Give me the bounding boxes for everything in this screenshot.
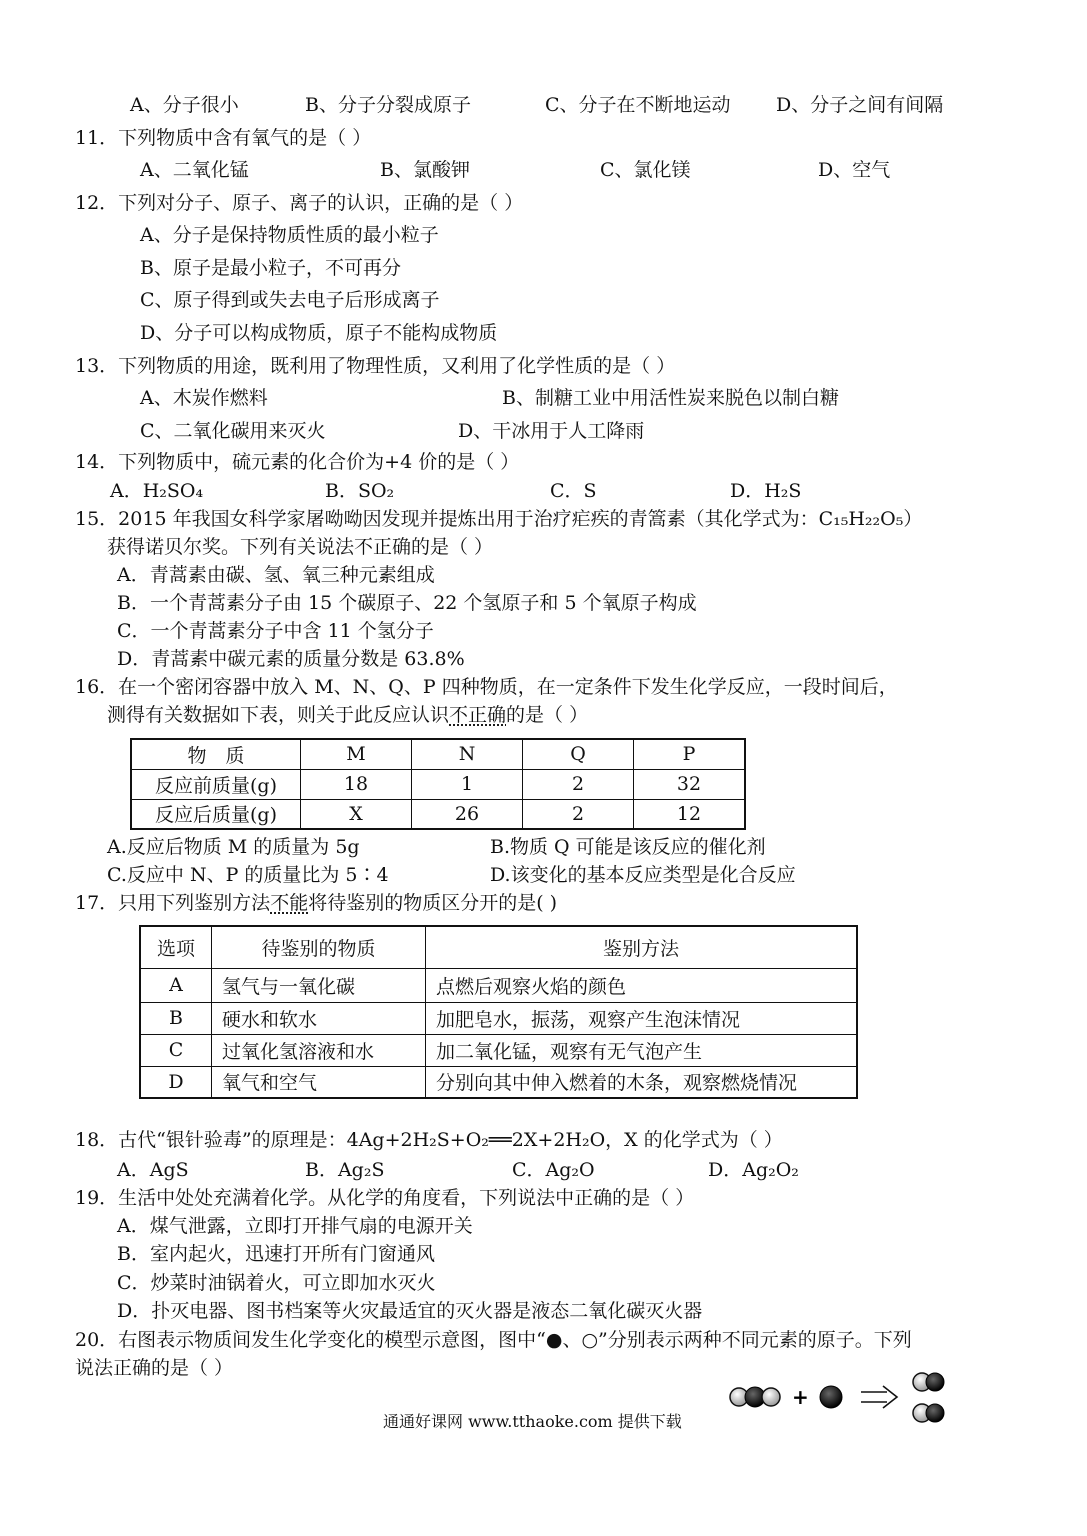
q16-stem-line2 (107, 703, 588, 727)
q11-option-d: D、空气 (818, 159, 891, 181)
q18-option-b: B．Ag₂S (305, 1159, 385, 1181)
table-cell: 加二氧化锰，观察有无气泡产生 (426, 1034, 858, 1066)
q10-option-a: A、分子很小 (130, 94, 239, 116)
product-molecule-1 (913, 1373, 944, 1391)
table-cell: 32 (634, 769, 746, 799)
q17-header-method: 鉴别方法 (426, 926, 858, 968)
q15-stem-line1: 15．2015 年我国女科学家屠呦呦因发现并提炼出用于治疗疟疾的青篙素（其化学式为：C₁₅H₂₂O₅） (75, 508, 923, 530)
q16-data-table (130, 738, 746, 830)
q16-header-m: M (301, 739, 412, 769)
q13-option-b: B、制糖工业中用活性炭来脱色以制白糖 (502, 387, 839, 409)
q18-option-c: C．Ag₂O (512, 1159, 595, 1181)
q15-option-c: C．一个青蒿素分子中含 11 个氢分子 (117, 620, 434, 642)
table-cell: 点燃后观察火焰的颜色 (426, 968, 858, 1002)
q19-option-d: D．扑灭电器、图书档案等火灾最适宜的灭火器是液态二氧化碳灭火器 (117, 1300, 703, 1322)
q14-option-a: A．H₂SO₄ (110, 480, 204, 502)
table-cell: X (301, 799, 412, 829)
q16-option-c: C.反应中 N、P 的质量比为 5∶4 (107, 864, 389, 886)
q15-option-b: B．一个青蒿素分子由 15 个碳原子、22 个氢原子和 5 个氧原子构成 (117, 592, 697, 614)
q16-header-p: P (634, 739, 746, 769)
q10-option-b: B、分子分裂成原子 (305, 94, 471, 116)
arrow-icon (861, 1386, 897, 1408)
table-cell: 2 (523, 799, 634, 829)
q12-option-d: D、分子可以构成物质，原子不能构成物质 (140, 322, 498, 344)
table-cell: C (140, 1034, 212, 1066)
q12-option-a: A、分子是保持物质性质的最小粒子 (140, 224, 439, 246)
q10-option-c: C、分子在不断地运动 (545, 94, 731, 116)
q16-option-a: A.反应后物质 M 的质量为 5g (107, 836, 360, 858)
q19-option-c: C．炒菜时油锅着火，可立即加水灭火 (117, 1272, 436, 1294)
q17-header-substance: 待鉴别的物质 (212, 926, 426, 968)
q16-option-b: B.物质 Q 可能是该反应的催化剂 (490, 836, 766, 858)
q20-stem-line1: 20．右图表示物质间发生化学变化的模型示意图，图中“●、○”分别表示两种不同元素的原子。下列 (75, 1329, 912, 1351)
table-cell: 氢气与一氧化碳 (212, 968, 426, 1002)
q17-stem-part1: 17．只用下列鉴别方法 (75, 892, 271, 914)
table-cell: 12 (634, 799, 746, 829)
q16-header-n: N (412, 739, 523, 769)
reactant-molecule-1 (730, 1387, 780, 1407)
table-cell: 反应前质量(g) (131, 769, 301, 799)
q14-option-c: C．S (550, 480, 597, 502)
reactant-molecule-2 (820, 1386, 842, 1408)
table-cell: 反应后质量(g) (131, 799, 301, 829)
plus-sign: + (792, 1385, 809, 1409)
q18-option-d: D．Ag₂O₂ (708, 1159, 799, 1181)
q17-stem-part3: 将待鉴别的物质区分开的是( ) (308, 892, 558, 914)
q12-option-b: B、原子是最小粒子，不可再分 (140, 257, 401, 279)
table-cell: 过氧化氢溶液和水 (212, 1034, 426, 1066)
q16-stem-line1: 16．在一个密闭容器中放入 M、N、Q、P 四种物质，在一定条件下发生化学反应，一段时间后， (75, 676, 898, 698)
q17-header-option: 选项 (140, 926, 212, 968)
q16-stem-emphasis: 不正确 (449, 704, 507, 726)
q18-stem: 18．古代“银针验毒”的原理是：4Ag+2H₂S+O₂══2X+2H₂O，X 的化学式为（ ） (75, 1129, 783, 1151)
q19-option-a: A．煤气泄露，立即打开排气扇的电源开关 (117, 1215, 473, 1237)
table-cell: 18 (301, 769, 412, 799)
q14-stem: 14．下列物质中，硫元素的化合价为+4 价的是（ ） (75, 451, 520, 473)
page-footer: 通通好课网 www.tthaoke.com 提供下载 (383, 1412, 682, 1431)
table-cell: 26 (412, 799, 523, 829)
q14-option-b: B．SO₂ (325, 480, 395, 502)
table-cell: 2 (523, 769, 634, 799)
q10-option-d: D、分子之间有间隔 (776, 94, 944, 116)
q17-stem-emphasis: 不能 (270, 892, 309, 914)
q13-stem: 13．下列物质的用途，既利用了物理性质，又利用了化学性质的是（ ） (75, 355, 676, 377)
q11-option-a: A、二氧化锰 (140, 159, 249, 181)
reaction-model-diagram (725, 1370, 955, 1428)
q16-header-q: Q (523, 739, 634, 769)
q16-stem-part1: 测得有关数据如下表，则关于此反应认识 (107, 704, 450, 726)
table-cell: 加肥皂水，振荡，观察产生泡沫情况 (426, 1002, 858, 1034)
q12-option-c: C、原子得到或失去电子后形成离子 (140, 289, 440, 311)
q16-stem-part3: 的是（ ） (506, 704, 589, 726)
q14-option-d: D．H₂S (730, 480, 802, 502)
table-cell: 1 (412, 769, 523, 799)
q16-option-d: D.该变化的基本反应类型是化合反应 (490, 864, 796, 886)
q13-option-d: D、干冰用于人工降雨 (458, 420, 645, 442)
q13-option-c: C、二氧化碳用来灭火 (140, 420, 326, 442)
table-cell: 氧气和空气 (212, 1066, 426, 1098)
q15-stem-line2: 获得诺贝尔奖。下列有关说法不正确的是（ ） (107, 536, 494, 558)
q20-stem-line2: 说法正确的是（ ） (75, 1357, 234, 1379)
table-cell: D (140, 1066, 212, 1098)
product-molecule-2 (913, 1404, 944, 1422)
table-cell: 硬水和软水 (212, 1002, 426, 1034)
table-cell: A (140, 968, 212, 1002)
q11-option-b: B、氯酸钾 (380, 159, 470, 181)
q17-method-table (139, 925, 858, 1099)
q15-option-d: D．青蒿素中碳元素的质量分数是 63.8% (117, 648, 465, 670)
q19-option-b: B．室内起火，迅速打开所有门窗通风 (117, 1243, 435, 1265)
q16-header-substance: 物 质 (131, 739, 301, 769)
q13-option-a: A、木炭作燃料 (140, 387, 268, 409)
q11-option-c: C、氯化镁 (600, 159, 691, 181)
table-cell: 分别向其中伸入燃着的木条，观察燃烧情况 (426, 1066, 858, 1098)
q17-stem (75, 891, 557, 915)
q19-stem: 19．生活中处处充满着化学。从化学的角度看，下列说法中正确的是（ ） (75, 1187, 695, 1209)
q11-stem: 11．下列物质中含有氧气的是（ ） (75, 127, 372, 149)
q12-stem: 12．下列对分子、原子、离子的认识，正确的是（ ） (75, 192, 524, 214)
q15-option-a: A．青蒿素由碳、氢、氧三种元素组成 (117, 564, 435, 586)
q18-option-a: A．AgS (117, 1159, 189, 1181)
table-cell: B (140, 1002, 212, 1034)
